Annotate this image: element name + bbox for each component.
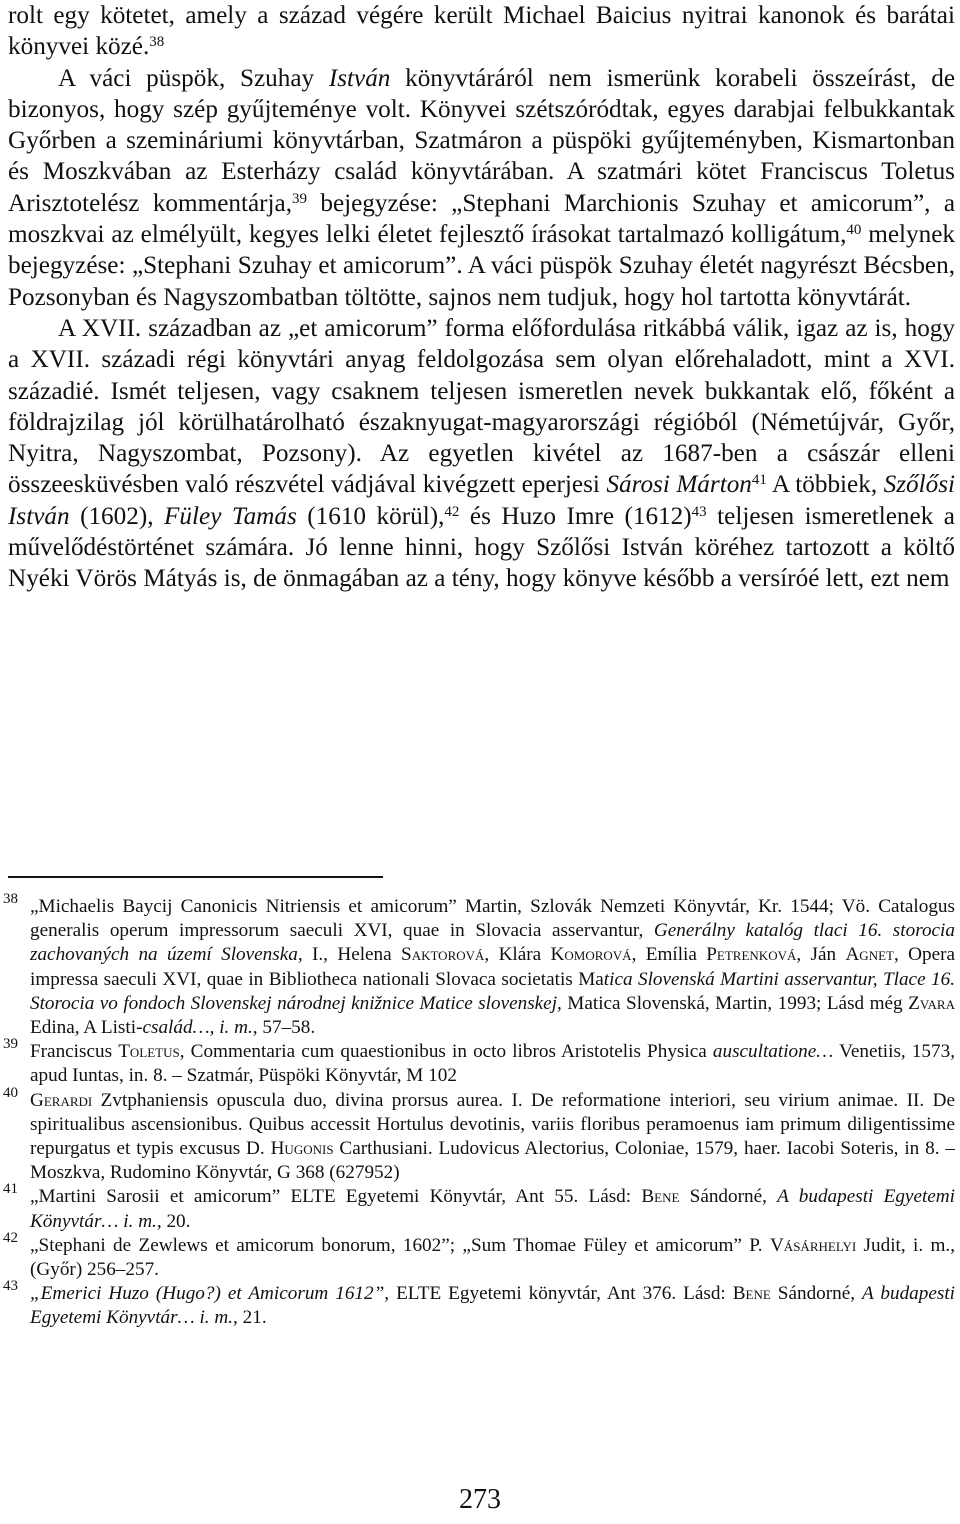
text: , Emília xyxy=(631,944,707,966)
text: „Martini Sarosii et amicorum” ELTE Egyetemi Könyvtár, Ant 55. Lásd: xyxy=(30,1186,642,1208)
text-italic: A budapesti Egyetemi Könyvtár… i. m., xyxy=(30,1186,955,1232)
author-name: Gerardi xyxy=(30,1089,93,1111)
footnote-ref-43[interactable]: 43 xyxy=(691,503,707,520)
footnote-number: 39 xyxy=(3,1036,18,1053)
footnote-ref-39[interactable]: 39 xyxy=(292,190,308,207)
footnote-divider xyxy=(8,876,383,878)
main-text xyxy=(8,0,955,595)
footnote-38 xyxy=(0,891,956,1040)
text: Sándorné, xyxy=(679,1186,778,1208)
text: A többiek, xyxy=(766,471,884,499)
text-italic: auscultatione… xyxy=(712,1041,834,1063)
text-italic: tica Slovenská Martini asservantur, Tlace 16. Storocia vo fondoch Slovenskej národnej knižnice Matice slovenskej xyxy=(30,968,956,1014)
footnote-number: 42 xyxy=(3,1229,18,1246)
author-name: Vásárhelyi xyxy=(769,1234,857,1256)
footnote-43 xyxy=(0,1278,955,1330)
author-name: Petrenková xyxy=(706,944,797,966)
text: , Commentaria cum quaestionibus in octo libros Aristotelis Physica xyxy=(179,1041,713,1063)
text: melynek bejegyzése: „Stephani Szuhay et amicorum”. A váci püspök Szuhay életét nagyrészt Bécsben, Pozsonyban és Nagyszombatban töltötte, sajnos nem tudjuk, hogy hol tartotta könyvtárát. xyxy=(8,221,955,311)
footnote-40 xyxy=(0,1084,956,1186)
text-italic: Generálny katalóg tlaci 16. storocia zachovaných na území Slovenska, xyxy=(30,920,955,966)
author-name: Bene xyxy=(641,1186,680,1208)
text: 20. xyxy=(161,1210,191,1232)
text-italic: Füley Tamás xyxy=(164,502,297,530)
footnotes xyxy=(0,891,956,1331)
text: , Klára xyxy=(484,944,551,966)
text-italic: István xyxy=(328,64,391,92)
text: , Ján xyxy=(796,944,846,966)
footnote-number: 43 xyxy=(3,1278,18,1295)
text: bejegyzése: „Stephani Marchionis Szuhay et amicorum”, a moszkvai az elmélyült, kegyes lelki életet fejlesztő írásokat tartalmazó kolligátum, xyxy=(8,189,955,249)
text: „Stephani de Zewlews et amicorum bonorum, 1602”; „Sum Thomae Füley et amicorum” P. xyxy=(30,1234,770,1256)
author-name: Zvara xyxy=(908,992,955,1014)
text: 57–58. xyxy=(257,1017,316,1039)
footnote-42 xyxy=(0,1229,955,1282)
author-name: Saktorová xyxy=(401,944,485,966)
text: A XVII. században az „et amicorum” forma előfordulása ritkábbá válik, igaz az is, hogy a XVII. századi régi könyvtári anyag feldolgozása sem olyan előrehaladott, mint a XVI. századié. Ismét teljesen, vagy csaknem teljesen ismeretlen nevek bukkantak elő, főként a földrajzilag jól körülhatárolható északnyugat-magyarországi régióból (Németújvár, Győr, Nyitra, Nagyszombat, Pozsony). Az egyetlen kivétel az 1687-ben a császár elleni összeesküvésben való részvétel vádjával kivégzett eperjesi xyxy=(8,314,955,499)
footnote-ref-38[interactable]: 38 xyxy=(149,34,165,51)
text: ELTE Egyetemi könyvtár, Ant 376. Lásd: xyxy=(389,1283,733,1305)
text-italic: család…, i. m., xyxy=(142,1017,258,1039)
text: rolt egy kötetet, amely a század végére került Michael Baicius nyitrai kanonok és barátai könyvei közé. xyxy=(8,2,955,61)
author-name: Toletus xyxy=(118,1041,180,1063)
text: A váci püspök, Szuhay xyxy=(58,64,329,92)
text: , Opera impressa saeculi XVI, quae in Bibliotheca nationali Slovaca societatis Ma xyxy=(30,944,955,990)
footnote-ref-40[interactable]: 40 xyxy=(846,221,862,238)
footnote-39 xyxy=(0,1036,956,1088)
author-name: Bene xyxy=(732,1283,771,1305)
paragraph-2 xyxy=(8,63,955,313)
text: Venetiis, 1573, apud Iuntas, in. 8. – Szatmár, Püspöki Könyvtár, M 102 xyxy=(30,1041,956,1087)
text: I., Helena xyxy=(302,944,402,966)
author-name: Hugonis xyxy=(270,1138,334,1160)
text: Zvtphaniensis opuscula duo, divina prorsus aurea. I. De reformatione interiori, seu virium animae. II. De spiritualibus ascensionibus. Quibus accessit Hortulus devotinis, variis floribus peramoenus iam primum diligentissime repurgatus et typis excusus D. xyxy=(30,1089,955,1160)
text: könyvtáráról nem ismerünk korabeli összeírást, de bizonyos, hogy szép gyűjteménye volt. Könyvei szétszóródtak, egyes darabjai felbukkantak Győrben a szemináriumi könyvtárban, Szatmáron a püspöki gyűjteményben, Kismartonban és Moszkvában az Esterházy család könyvtárában. A szatmári kötet Franciscus Toletus Arisztotelész kommentárja, xyxy=(8,64,955,217)
text: 21. xyxy=(237,1307,267,1329)
text-italic: Szőlősi István xyxy=(8,471,955,530)
author-name: Agnet xyxy=(845,944,894,966)
text: , Matica Slovenská, Martin, 1993; Lásd még xyxy=(557,992,909,1014)
text: (1610 körül), xyxy=(296,502,445,530)
text: Judit, i. m., (Győr) 256–257. xyxy=(30,1234,955,1281)
footnote-ref-42[interactable]: 42 xyxy=(444,503,460,520)
text-italic: A budapesti Egyetemi Könyvtár… i. m., xyxy=(30,1283,955,1329)
text: „Michaelis Baycij Canonicis Nitriensis et amicorum” Martin, Szlovák Nemzeti Könyvtár, Kr. 1544; Vö. Catalogus generalis operum impressorum saeculi XVI, quae in Slovacia asservantur, xyxy=(30,896,955,942)
footnote-number: 40 xyxy=(3,1084,18,1101)
text: (1602), xyxy=(69,502,165,530)
text: és Huzo Imre (1612) xyxy=(459,502,692,530)
paragraph-1 xyxy=(8,0,955,63)
footnote-number: 41 xyxy=(3,1181,18,1198)
text: Carthusiani. Ludovicus Alectorius, Coloniae, 1579, haer. Iacobi Soteris, in 8. – Moszkva, Rudomino Könyvtár, G 368 (627952) xyxy=(30,1138,956,1184)
author-name: Komorová xyxy=(550,944,632,966)
footnote-number: 38 xyxy=(3,891,18,907)
text-italic: „Emerici Huzo (Hugo?) et Amicorum 1612”, xyxy=(30,1283,390,1305)
footnote-41 xyxy=(0,1181,955,1233)
text: Franciscus xyxy=(30,1041,119,1063)
page-number: 273 xyxy=(459,1484,501,1515)
text: Edina, A Listi- xyxy=(30,1017,143,1039)
text-italic: Sárosi Márton xyxy=(606,471,752,499)
text: Sándorné, xyxy=(770,1283,863,1305)
footnote-ref-41[interactable]: 41 xyxy=(751,472,767,489)
text: teljesen ismeretlenek a művelődéstörténet számára. Jó lenne hinni, hogy Szőlősi István köréhez tartozott a költő Nyéki Vörös Mátyás is, de önmagában az a tény, hogy könyve később a versíróé lett, ezt nem xyxy=(8,502,955,593)
paragraph-3 xyxy=(8,313,955,595)
